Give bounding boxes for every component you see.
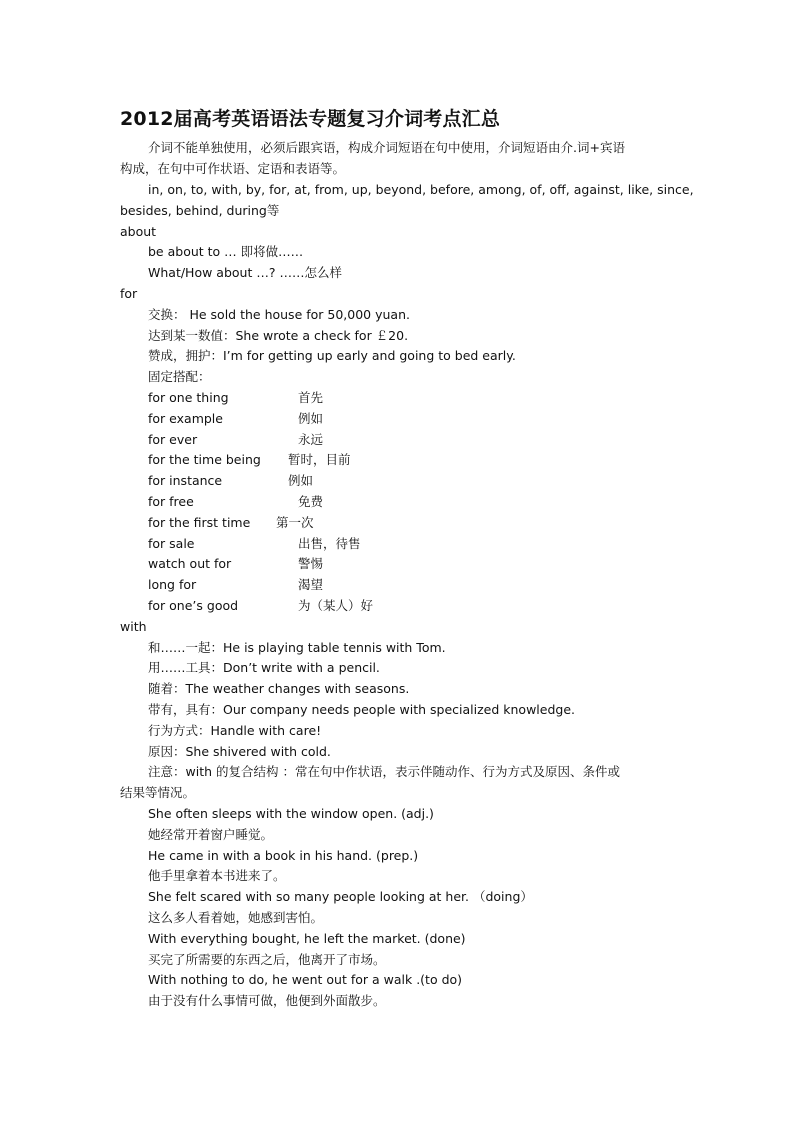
- section-heading-about: about: [120, 224, 157, 239]
- for-use: 交换： He sold the house for 50,000 yuan.: [148, 307, 410, 322]
- phrase-row: [148, 452, 351, 468]
- phrase-row: [148, 473, 313, 489]
- example-translation: 买完了所需要的东西之后，他离开了市场。: [148, 952, 386, 967]
- about-item: be about to … 即将做……: [148, 244, 304, 259]
- phrase-row: [148, 411, 323, 427]
- example-translation: 她经常开着窗户睡觉。: [148, 827, 274, 842]
- phrase-term: for example: [148, 411, 223, 426]
- phrase-meaning: 为（某人）好: [298, 598, 374, 613]
- with-note: 结果等情况。: [120, 785, 196, 800]
- example-sentence: With nothing to do, he went out for a walk .(to do): [148, 972, 463, 987]
- phrase-row: [148, 515, 314, 531]
- phrase-meaning: 永远: [298, 432, 324, 447]
- example-sentence: He came in with a book in his hand. (prep.): [148, 848, 419, 863]
- phrase-row: [148, 432, 323, 448]
- example-translation: 他手里拿着本书进来了。: [148, 868, 286, 883]
- with-use: 带有，具有：Our company needs people with specialized knowledge.: [148, 702, 575, 717]
- phrase-meaning: 免费: [298, 494, 324, 509]
- phrase-term: long for: [148, 577, 197, 592]
- phrase-meaning: 首先: [298, 390, 324, 405]
- phrase-term: for one thing: [148, 390, 229, 405]
- phrase-meaning: 第一次: [276, 515, 314, 530]
- for-use: 达到某一数值：She wrote a check for ￡20.: [148, 328, 409, 343]
- phrase-row: [148, 577, 323, 593]
- about-item: What/How about …? ……怎么样: [148, 265, 342, 280]
- example-sentence: With everything bought, he left the market. (done): [148, 931, 466, 946]
- phrase-row: [148, 494, 323, 510]
- with-use: 用……工具：Don’t write with a pencil.: [148, 660, 380, 675]
- phrase-meaning: 暂时，目前: [288, 452, 351, 467]
- phrase-term: for ever: [148, 432, 198, 447]
- phrase-term: for the first time: [148, 515, 251, 530]
- intro-line: 介词不能单独使用，必须后跟宾语，构成介词短语在句中使用，介词短语由介.词+宾语: [148, 140, 625, 155]
- phrase-row: [148, 556, 323, 572]
- phrase-row: [148, 598, 373, 614]
- preposition-list: besides, behind, during等: [120, 203, 280, 218]
- phrase-term: for instance: [148, 473, 223, 488]
- phrase-meaning: 出售，待售: [298, 536, 361, 551]
- with-use: 和……一起：He is playing table tennis with Tom.: [148, 640, 446, 655]
- with-use: 原因：She shivered with cold.: [148, 744, 331, 759]
- example-translation: 由于没有什么事情可做，他便到外面散步。: [148, 993, 386, 1008]
- page-title: 2012届高考英语语法专题复习介词考点汇总: [120, 108, 501, 130]
- intro-line: 构成，在句中可作状语、定语和表语等。: [120, 161, 346, 176]
- example-sentence: She felt scared with so many people looking at her. （doing）: [148, 889, 533, 904]
- phrase-term: for the time being: [148, 452, 261, 467]
- with-note: 注意：with 的复合结构 ：常在句中作状语，表示伴随动作、行为方式及原因、条件或: [148, 764, 620, 779]
- phrase-meaning: 例如: [298, 411, 324, 426]
- phrase-row: [148, 390, 323, 406]
- preposition-list: in, on, to, with, by, for, at, from, up, beyond, before, among, of, off, against, like, since,: [148, 182, 694, 197]
- phrase-meaning: 渴望: [298, 577, 324, 592]
- phrase-meaning: 例如: [288, 473, 314, 488]
- phrase-meaning: 警惕: [298, 556, 324, 571]
- for-use: 赞成，拥护：I’m for getting up early and going to bed early.: [148, 348, 516, 363]
- phrase-term: for one’s good: [148, 598, 239, 613]
- phrase-row: [148, 536, 361, 552]
- phrase-term: for sale: [148, 536, 195, 551]
- with-use: 行为方式：Handle with care!: [148, 723, 322, 738]
- example-translation: 这么多人看着她，她感到害怕。: [148, 910, 324, 925]
- example-sentence: She often sleeps with the window open. (adj.): [148, 806, 434, 821]
- phrase-term: watch out for: [148, 556, 232, 571]
- section-heading-for: for: [120, 286, 138, 301]
- for-use: 固定搭配：: [148, 369, 211, 384]
- with-use: 随着：The weather changes with seasons.: [148, 681, 410, 696]
- section-heading-with: with: [120, 619, 147, 634]
- phrase-term: for free: [148, 494, 194, 509]
